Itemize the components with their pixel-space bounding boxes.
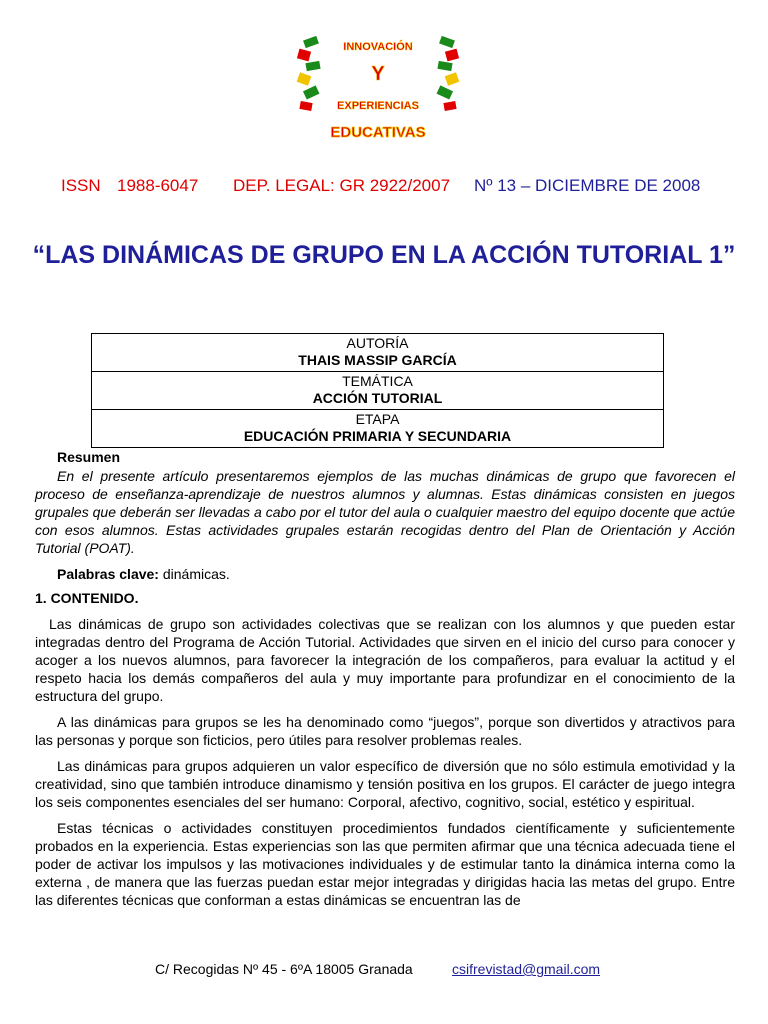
issn-value: 1988-6047	[117, 176, 199, 195]
section-heading: 1. CONTENIDO.	[35, 590, 139, 606]
table-row	[92, 372, 664, 410]
journal-logo	[292, 30, 464, 148]
issn-label: ISSN	[61, 176, 101, 195]
table-cell	[92, 334, 664, 372]
table-row	[92, 334, 664, 372]
logo-word-y: Y	[371, 63, 385, 85]
right-decoration	[437, 36, 460, 111]
paragraph: Las dinámicas para grupos adquieren un valor específico de diversión que no sólo estimula emotividad y la creatividad, sino que también introduce dinamismo y tensión positiva en los grupos. El carácter de juego integra los seis componentes esenciales del ser humano: Corporal, afectivo, cognitivo, social, estético y espiritual.	[35, 758, 735, 810]
keywords-label: Palabras clave:	[57, 566, 159, 582]
keywords-value: dinámicas.	[158, 566, 230, 582]
left-decoration	[297, 36, 321, 111]
logo-word-educativas: EDUCATIVAS	[330, 124, 426, 141]
keywords	[35, 565, 735, 583]
table-cell	[92, 372, 664, 410]
logo-word-experiencias: EXPERIENCIAS	[337, 100, 419, 112]
author-value: THAIS MASSIP GARCÍA	[298, 352, 457, 368]
article-info-table	[91, 333, 664, 448]
paragraph: Estas técnicas o actividades constituyen procedimientos fundados científicamente y suficientemente probados en la experiencia. Estas experiencias son las que permiten afirmar que una técnica adecuada tiene el poder de activar los impulsos y las motivaciones individuales y de estimular tanto la dinámica interna como la externa , de manera que las fuerzas puedan estar mejor integradas y dirigidas hacia las metas del grupo. Entre las diferentes técnicas que conforman a estas dinámicas se encuentran las de	[35, 820, 735, 908]
paragraph: A las dinámicas para grupos se les ha denominado como “juegos”, porque son divertidos y atractivos para las personas y porque son ficticios, pero útiles para resolver problemas reales.	[35, 714, 735, 748]
paragraph: Las dinámicas de grupo son actividades colectivas que se realizan con los alumnos y que pueden estar integradas dentro del Programa de Acción Tutorial. Actividades que sirven en el inicio del curso para conocer y acoger a los nuevos alumnos, para favorecer la integración de los compañeros, para evaluar la actitud y el respeto hacia los demás compañeros del aula y muy importante para profundizar en el conocimiento de la estructura del grupo.	[35, 616, 735, 704]
footer-address: C/ Recogidas Nº 45 - 6ºA 18005 Granada	[155, 961, 413, 977]
issue-number: Nº 13 – DICIEMBRE DE 2008	[474, 176, 701, 195]
stage-value: EDUCACIÓN PRIMARIA Y SECUNDARIA	[243, 428, 512, 444]
article-body	[35, 444, 735, 917]
footer-email-link[interactable]: csifrevistad@gmail.com	[452, 961, 601, 977]
author-label: AUTORÍA	[346, 335, 409, 351]
abstract-text: En el presente artículo presentaremos ejemplos de las muchas dinámicas de grupo que favorecen el proceso de enseñanza-aprendizaje de nuestros alumnos y alumnas. Estas dinámicas consisten en juegos grupales que deberán ser llevadas a cabo por el tutor del aula o cualquier maestro del equipo docente que actúe con esos alumnos. Estas actividades grupales estarán recogidas dentro del Plan de Orientación y Acción Tutorial (POAT).	[35, 468, 735, 556]
table-cell	[92, 410, 664, 448]
topic-label: TEMÁTICA	[342, 373, 413, 389]
logo-word-innovacion: INNOVACIÓN	[343, 41, 413, 53]
article-title: “LAS DINÁMICAS DE GRUPO EN LA ACCIÓN TUTORIAL 1”	[32, 241, 736, 269]
topic-value: ACCIÓN TUTORIAL	[312, 390, 443, 406]
stage-label: ETAPA	[355, 411, 400, 427]
journal-logo-graphic	[292, 30, 464, 148]
table-row	[92, 410, 664, 448]
abstract-heading: Resumen	[57, 449, 121, 465]
legal-deposit: DEP. LEGAL: GR 2922/2007	[233, 176, 451, 195]
